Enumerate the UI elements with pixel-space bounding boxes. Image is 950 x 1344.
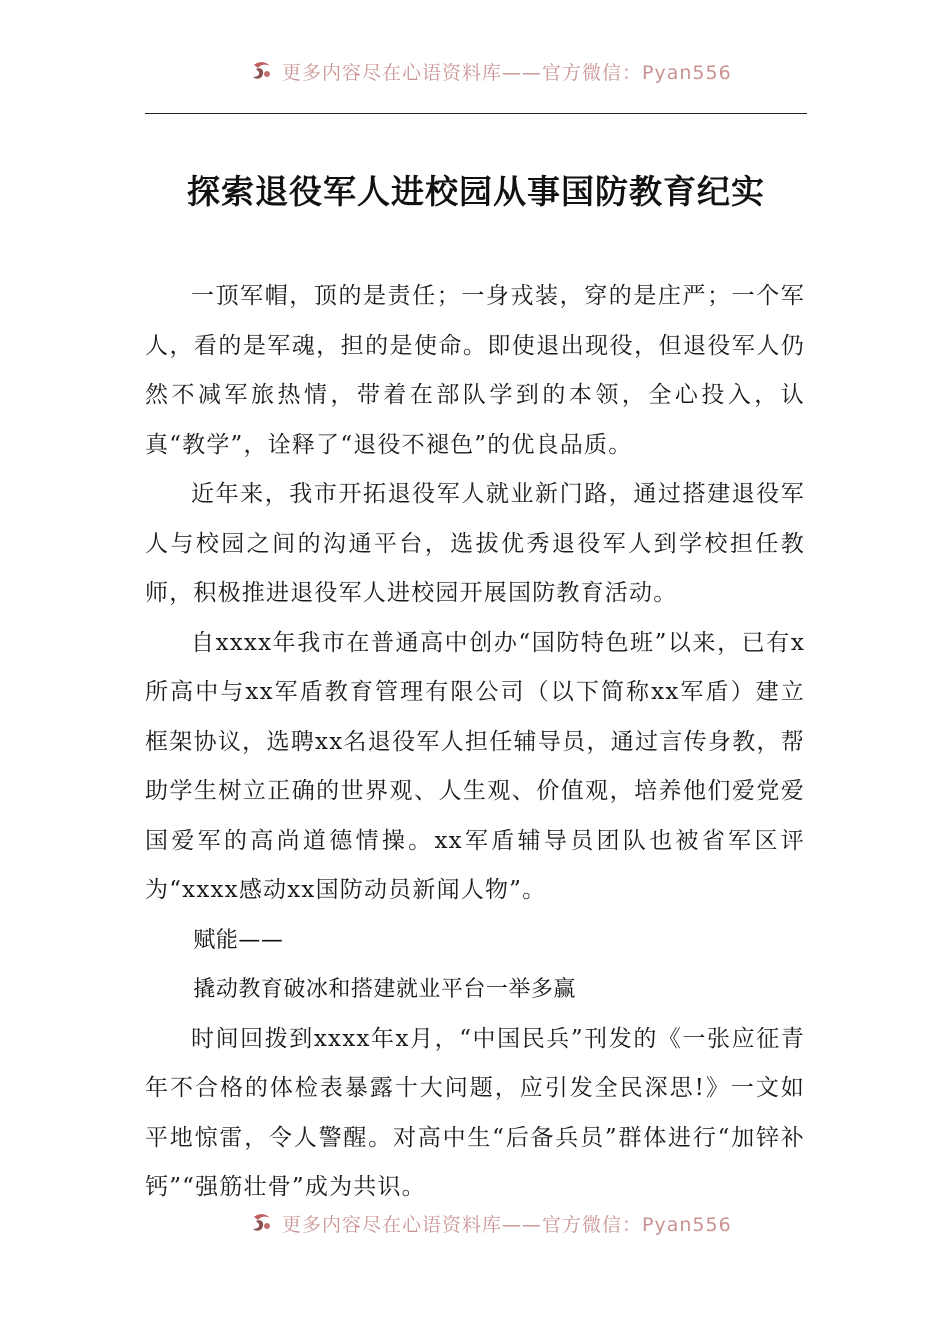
- footer-watermark: [250, 1208, 732, 1238]
- subheading-2: 撬动教育破冰和搭建就业平台一举多赢: [193, 977, 576, 1002]
- logo-icon: [250, 59, 274, 83]
- watermark-text: 更多内容尽在心语资料库——官方微信：Pyan556: [282, 61, 732, 84]
- header-watermark: [250, 56, 732, 86]
- paragraph-1: 一顶军帽，顶的是责任；一身戎装，穿的是庄严；一个军人，看的是军魂，担的是使命。即使退出现役，但退役军人仍然不减军旅热情，带着在部队学到的本领，全心投入，认真“教学”，诠释了“退役不褪色”的优良品质。: [145, 283, 805, 458]
- logo-icon: [250, 1211, 274, 1235]
- watermark-text: 更多内容尽在心语资料库——官方微信：Pyan556: [282, 1213, 732, 1236]
- header-divider: [145, 113, 807, 114]
- paragraph-2: 近年来，我市开拓退役军人就业新门路，通过搭建退役军人与校园之间的沟通平台，选拔优秀退役军人到学校担任教师，积极推进退役军人进校园开展国防教育活动。: [145, 481, 805, 606]
- paragraph-4: 时间回拨到xxxx年x月，“中国民兵”刊发的《一张应征青年不合格的体检表暴露十大问题，应引发全民深思!》一文如平地惊雷，令人警醒。对高中生“后备兵员”群体进行“加锌补钙”“强筋壮骨”成为共识。: [145, 1025, 805, 1200]
- paragraph-3: 自xxxx年我市在普通高中创办“国防特色班”以来，已有x所高中与xx军盾教育管理有限公司（以下简称xx军盾）建立框架协议，选聘xx名退役军人担任辅导员，通过言传身教，帮助学生树立正确的世界观、人生观、价值观，培养他们爱党爱国爱军的高尚道德情操。xx军盾辅导员团队也被省军区评为“xxxx感动xx国防动员新闻人物”。: [145, 629, 805, 903]
- subheading-1: 赋能——: [193, 927, 284, 953]
- document-title: 探索退役军人进校园从事国防教育纪实: [187, 172, 765, 211]
- document-body: [145, 272, 805, 1213]
